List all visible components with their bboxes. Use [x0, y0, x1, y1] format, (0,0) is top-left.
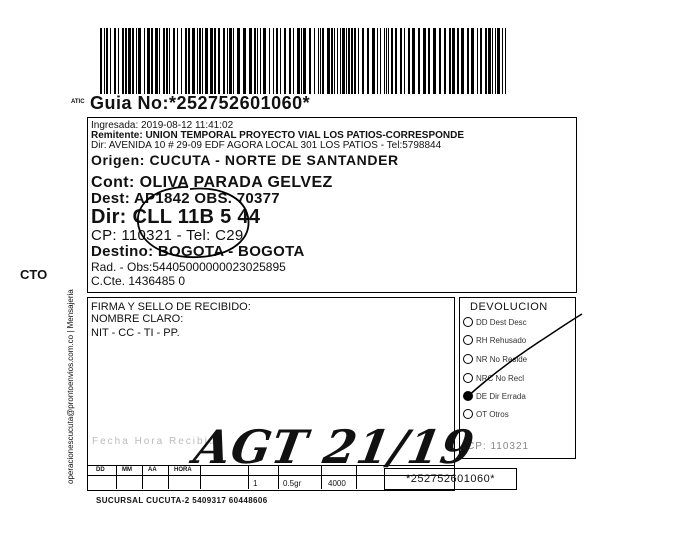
barcode-bar	[467, 28, 469, 94]
barcode-bar	[391, 28, 393, 94]
barcode-bar	[433, 28, 436, 94]
barcode-bar	[173, 28, 175, 94]
barcode-bar	[233, 28, 234, 94]
barcode-bar	[185, 28, 187, 94]
barcode-bar	[505, 28, 506, 94]
barcode-bar	[457, 28, 459, 94]
barcode-bar	[309, 28, 311, 94]
value-amount: 4000	[328, 479, 346, 488]
barcode-bar	[155, 28, 158, 94]
barcode-bar	[480, 28, 482, 94]
barcode-bar	[388, 28, 389, 94]
option-label: OT Otros	[476, 410, 509, 419]
barcode-bar	[280, 28, 281, 94]
barcode-bar	[144, 28, 145, 94]
barcode-bar	[318, 28, 319, 94]
barcode-bar	[342, 28, 345, 94]
barcode-bar	[428, 28, 430, 94]
barcode-bar	[293, 28, 294, 94]
barcode-bar	[351, 28, 353, 94]
handwritten-date-text: AGT 21/19	[190, 420, 479, 474]
barcode-bar	[314, 28, 315, 94]
barcode-bar	[243, 28, 246, 94]
barcode-bar	[147, 28, 150, 94]
barcode-bar	[452, 28, 455, 94]
barcode-bar	[125, 28, 127, 94]
barcode-bar	[151, 28, 153, 94]
barcode-bar	[284, 28, 286, 94]
barcode-bar	[485, 28, 487, 94]
barcode-bar	[412, 28, 415, 94]
barcode-bar	[362, 28, 364, 94]
barcode-bar	[492, 28, 493, 94]
header-mm: MM	[122, 467, 132, 473]
barcode-bar	[303, 28, 306, 94]
barcode-bar	[497, 28, 500, 94]
weight-value: 0.5gr	[283, 479, 302, 488]
barcode-bar	[114, 28, 116, 94]
barcode-bar	[128, 28, 131, 94]
barcode-bar	[400, 28, 402, 94]
option-label: NR No Reside	[476, 355, 528, 364]
barcode-bar	[132, 28, 134, 94]
remitente-line: Remitente: UNION TEMPORAL PROYECTO VIAL LOS PATIOS-CORRESPONDE	[91, 130, 465, 141]
header-hora: HORA	[174, 467, 192, 473]
barcode-bar	[331, 28, 333, 94]
header-dd: DD	[96, 467, 105, 473]
barcode-bar	[159, 28, 160, 94]
barcode-bar	[257, 28, 258, 94]
guide-number-heading: Guia No:*252752601060*	[90, 93, 311, 113]
barcode-bar	[237, 28, 240, 94]
barcode-bar	[395, 28, 397, 94]
barcode-bar	[297, 28, 300, 94]
barcode-bar	[214, 28, 216, 94]
piece-count: 1	[253, 479, 258, 488]
option-label: RH Rehusado	[476, 336, 527, 345]
id-type-label: NIT - CC - TI - PP.	[91, 327, 180, 339]
barcode-bar	[384, 28, 385, 94]
barcode-bar	[346, 28, 347, 94]
barcode-bar	[495, 28, 496, 94]
barcode-bar	[327, 28, 330, 94]
footer-guide-number: *252752601060*	[384, 468, 517, 490]
barcode-bar	[118, 28, 119, 94]
barcode-bar	[348, 28, 350, 94]
barcode-bar	[254, 28, 256, 94]
barcode-bar	[477, 28, 478, 94]
firma-label: FIRMA Y SELLO DE RECIBIDO:	[91, 301, 251, 313]
barcode-bar	[322, 28, 324, 94]
option-label: DE Dir Errada	[476, 392, 526, 401]
barcode-bar	[444, 28, 446, 94]
barcode-bar	[106, 28, 108, 94]
ingresada-line: Ingresada: 2019-08-12 11:41:02	[91, 120, 234, 131]
faded-date-line: Fecha Hora Recibido	[92, 436, 224, 447]
barcode-bar	[301, 28, 302, 94]
barcode-bar	[471, 28, 474, 94]
barcode-bar	[199, 28, 201, 94]
address-line: Dir: CLL 11B 5 44	[91, 206, 261, 228]
barcode-bar	[354, 28, 356, 94]
barcode-bar	[289, 28, 291, 94]
barcode-bar	[163, 28, 165, 94]
left-cut-text-2: CTO	[20, 267, 48, 282]
sucursal-line: SUCURSAL CUCUTA-2 5409317 60448606	[96, 496, 268, 505]
barcode-bar	[404, 28, 405, 94]
barcode-bar	[202, 28, 203, 94]
barcode-bar	[197, 28, 198, 94]
handwritten-checkmark	[460, 310, 585, 405]
table-divider	[168, 465, 169, 489]
origin-line: Origen: CUCUTA - NORTE DE SANTANDER	[91, 152, 399, 168]
header-aa: AA	[148, 467, 157, 473]
sender-address-line: Dir: AVENIDA 10 # 29-09 EDF AGORA LOCAL 301 LOS PATIOS - Tel:5798844	[91, 140, 442, 151]
barcode-bar	[205, 28, 208, 94]
barcode-bar	[449, 28, 451, 94]
contact-line: Cont: OLIVA PARADA GELVEZ	[91, 174, 333, 191]
table-divider	[116, 465, 117, 489]
handwritten-oval	[128, 183, 258, 263]
barcode-bar	[320, 28, 321, 94]
devolucion-title: DEVOLUCION	[470, 301, 548, 313]
barcode-bar	[100, 28, 102, 94]
barcode-bar	[192, 28, 195, 94]
destination-line: Destino: BOGOTA - BOGOTA	[91, 243, 305, 260]
barcode-bar	[461, 28, 464, 94]
barcode-bar	[408, 28, 410, 94]
barcode-bar	[249, 28, 252, 94]
barcode-bar	[122, 28, 124, 94]
barcode-bar	[218, 28, 220, 94]
radio-circle[interactable]	[463, 409, 473, 419]
barcode-bar	[367, 28, 369, 94]
barcode-bar	[104, 28, 105, 94]
barcode-bar	[229, 28, 232, 94]
postal-code-line: CP: 110321 - Tel: C29	[91, 227, 244, 244]
barcode-bar	[177, 28, 178, 94]
barcode-bar	[273, 28, 274, 94]
barcode-bar	[423, 28, 426, 94]
barcode-bar	[380, 28, 381, 94]
vertical-contact-text: operacionescucuta@prontoenvios.com.co | Mensajeria	[66, 289, 75, 484]
barcode-bar	[210, 28, 213, 94]
barcode-bar	[276, 28, 278, 94]
barcode-bar	[110, 28, 111, 94]
left-cut-text: ATIC	[71, 99, 85, 105]
option-label: DD Dest Desc	[476, 318, 527, 327]
barcode-bar	[136, 28, 137, 94]
barcode-bar	[337, 28, 338, 94]
barcode-bar	[181, 28, 182, 94]
barcode-bar	[223, 28, 225, 94]
barcode	[100, 28, 510, 94]
barcode-bar	[166, 28, 168, 94]
barcode-bar	[386, 28, 387, 94]
option-label: NRC No Recl	[476, 374, 525, 383]
devolucion-cp: CP: 110321	[467, 441, 530, 452]
barcode-bar	[488, 28, 491, 94]
barcode-bar	[502, 28, 503, 94]
table-divider	[142, 465, 143, 489]
barcode-bar	[372, 28, 375, 94]
barcode-bar	[340, 28, 341, 94]
barcode-bar	[188, 28, 190, 94]
barcode-bar	[260, 28, 261, 94]
dest-line: Dest: AP1842 OBS. 70377	[91, 190, 280, 207]
barcode-bar	[138, 28, 141, 94]
barcode-bar	[418, 28, 420, 94]
barcode-bar	[334, 28, 335, 94]
barcode-bar	[377, 28, 378, 94]
barcode-bar	[169, 28, 170, 94]
barcode-bar	[439, 28, 441, 94]
rad-obs-line: Rad. - Obs:544050000000230258​95	[91, 260, 286, 274]
barcode-bar	[227, 28, 228, 94]
nombre-label: NOMBRE CLARO:	[91, 313, 184, 325]
barcode-bar	[263, 28, 266, 94]
ccte-line: C.Cte. 1436485 0	[91, 274, 186, 288]
barcode-bar	[358, 28, 359, 94]
barcode-bar	[269, 28, 270, 94]
